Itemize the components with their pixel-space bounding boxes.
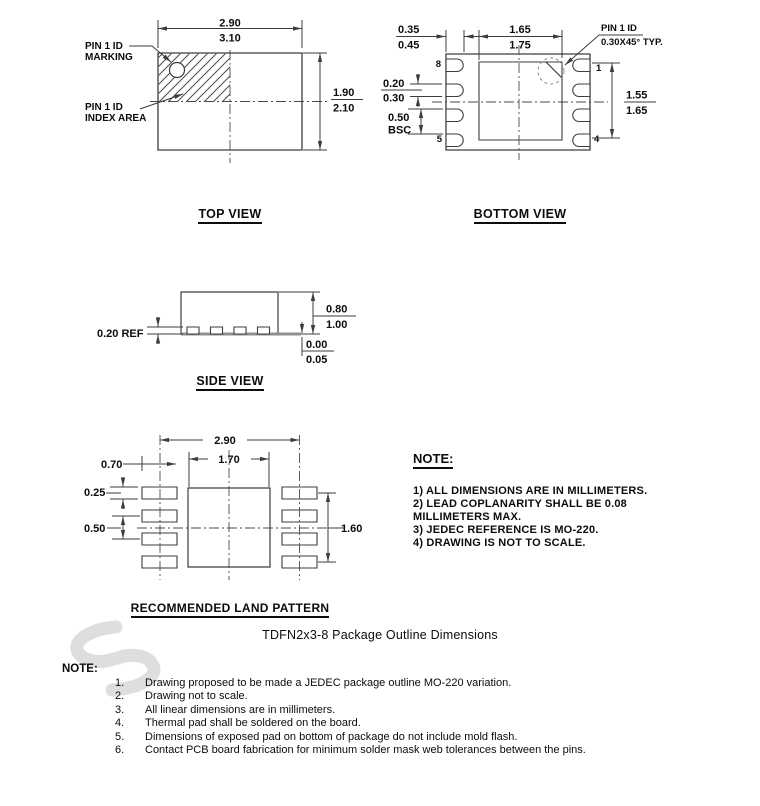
side-view-title: SIDE VIEW	[160, 374, 300, 391]
pin-number-8: 8	[435, 59, 441, 70]
pin-number-4: 4	[594, 134, 600, 145]
dim-row-span	[318, 493, 339, 562]
footer-note-item: Drawing not to scale.	[145, 690, 248, 703]
dim-pitch-value: 0.50	[388, 112, 410, 124]
pin1-index-label-line2: INDEX AREA	[85, 113, 147, 124]
drawing-note-line: 4) DRAWING IS NOT TO SCALE.	[413, 537, 586, 549]
dim-land-pitch-value: 0.50	[84, 523, 106, 535]
dim-overall-width-value: 2.90	[214, 435, 236, 447]
dim-epad-width-max: 1.75	[509, 39, 531, 52]
drawing-note-line: 2) LEAD COPLANARITY SHALL BE 0.08	[413, 498, 628, 510]
dim-row-span-value: 1.60	[341, 523, 363, 535]
dim-lead-thickness-value: 0.20 REF	[97, 328, 144, 340]
pin1-id-label-line2: 0.30X45° TYP.	[601, 37, 663, 48]
figure-caption: TDFN2x3-8 Package Outline Dimensions	[262, 628, 498, 642]
dim-top-height-max: 2.10	[333, 102, 355, 115]
left-land-pads	[142, 487, 177, 568]
dim-body-height-min: 0.80	[326, 303, 348, 316]
dim-top-width-nom: 2.90	[219, 17, 241, 30]
footer-note-item: Dimensions of exposed pad on bottom of package do not include mold flash.	[145, 730, 518, 743]
drawing-note-line: 3) JEDEC REFERENCE IS MO-220.	[413, 524, 599, 536]
footer-note-heading: NOTE:	[62, 663, 98, 675]
drawing-note-line: 1) ALL DIMENSIONS ARE IN MILLIMETERS.	[413, 485, 648, 497]
footer-note-item: Thermal pad shall be soldered on the board.	[145, 717, 361, 730]
dim-lead-width-max: 0.30	[383, 92, 405, 105]
dim-standoff-min: 0.00	[306, 339, 328, 351]
land-pattern-title: RECOMMENDED LAND PATTERN	[80, 601, 380, 618]
pin1-marking-label-line2: MARKING	[85, 52, 133, 63]
pin1-index-label-line1: PIN 1 ID	[85, 102, 123, 113]
top-view-drawing	[60, 18, 370, 168]
pin-number-1: 1	[596, 63, 602, 74]
footer-note-item: All linear dimensions are in millimeters.	[145, 703, 336, 716]
bottom-view-drawing	[380, 15, 725, 165]
land-pattern-drawing	[60, 430, 410, 585]
drawing-note-panel	[413, 451, 733, 550]
pin1-marking-label-line1: PIN 1 ID	[85, 41, 123, 52]
dim-land-pitch	[107, 516, 140, 539]
dim-pad-width	[106, 477, 138, 509]
dim-thermal-width-value: 1.70	[218, 454, 240, 466]
dim-top-height-nom: 1.90	[333, 87, 355, 99]
bottom-view-title: BOTTOM VIEW	[455, 207, 585, 224]
dim-lead-length-max: 0.45	[398, 39, 420, 52]
dim-lead-thickness	[147, 317, 183, 344]
pin1-id-label-line1: PIN 1 ID	[601, 23, 637, 34]
dim-lead-length-min: 0.35	[398, 24, 420, 36]
dim-epad-height-min: 1.55	[626, 89, 648, 102]
dim-lead-width-min: 0.20	[383, 78, 405, 90]
dim-epad-height-max: 1.65	[626, 105, 648, 117]
dim-pitch	[408, 109, 443, 134]
footer-note-list	[145, 677, 745, 757]
dim-pitch-ref: BSC	[388, 124, 412, 137]
dim-pad-width-value: 0.25	[84, 487, 106, 499]
footer-note-item: Contact PCB board fabrication for minimum solder mask web tolerances between the pins.	[145, 744, 586, 757]
pin1-marking-circle	[170, 63, 185, 78]
dim-pad-length-value: 0.70	[101, 459, 123, 471]
side-view-drawing	[90, 285, 410, 375]
footer-note-item: Drawing proposed to be made a JEDEC package outline MO-220 variation.	[145, 677, 512, 689]
top-view-title: TOP VIEW	[160, 207, 300, 224]
drawing-note-line: MILLIMETERS MAX.	[413, 511, 522, 523]
dim-pad-length	[123, 456, 176, 471]
drawing-note-heading: NOTE:	[413, 451, 733, 469]
dim-body-height-max: 1.00	[326, 319, 348, 331]
dim-epad-width-min: 1.65	[509, 24, 531, 36]
dim-standoff-max: 0.05	[306, 354, 328, 366]
dim-top-width-max: 3.10	[219, 32, 241, 45]
pin-number-5: 5	[436, 134, 442, 145]
